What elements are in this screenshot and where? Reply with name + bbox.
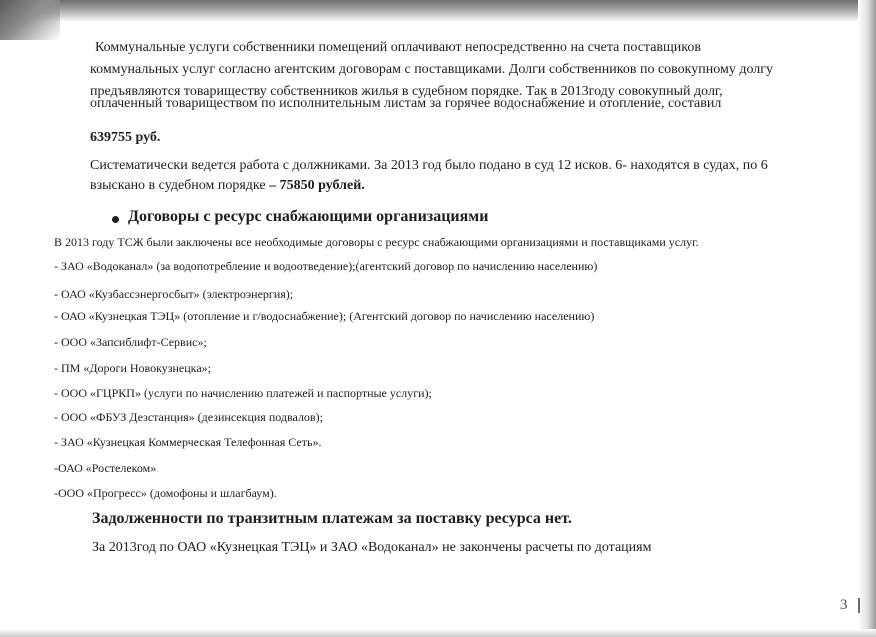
scan-shadow-bottom [0, 629, 876, 637]
contracts-intro: В 2013 году ТСЖ были заключены все необходимые договоры с ресурс снабжающими организациями и поставщиками услуг. [54, 235, 699, 249]
contract-item: - ПМ «Дороги Новокузнецка»; [54, 361, 211, 375]
scan-shadow-right [858, 0, 876, 637]
contract-item: - ООО «ГЦРКП» (услуги по начислению платежей и паспортные услуги); [54, 386, 432, 400]
intro-line-4: оплаченный товариществом по исполнительным листам за горячее водоснабжение и отопление, составил [90, 96, 722, 111]
transit-text: За 2013год по ОАО «Кузнецкая ТЭЦ» и ЗАО «Водоканал» не закончены расчеты по дотациям [92, 540, 652, 555]
intro-line-3: предъявляются товариществу собственников жилья в судебном порядке. Так в 2013году совокупный долг, [90, 84, 723, 99]
contract-item: - ООО «ФБУЗ Дезстанция» (дезинсекция подвалов); [54, 410, 323, 424]
page-number: 3 [840, 597, 848, 613]
contract-item: -ОАО «Ростелеком» [54, 461, 157, 475]
contract-item: - ООО «Запсиблифт-Сервис»; [54, 335, 207, 349]
bullet-icon [112, 216, 119, 223]
contract-item: - ЗАО «Кузнецкая Коммерческая Телефонная Сеть». [54, 435, 322, 449]
transit-heading: Задолженности по транзитным платежам за поставку ресурса нет. [92, 510, 572, 527]
contract-item: - ОАО «Кузнецкая ТЭЦ» (отопление и г/водоснабжение); (Агентский договор по начислению населению) [54, 309, 595, 323]
scan-shadow-top [0, 0, 876, 22]
contracts-heading: Договоры с ресурс снабжающими организациями [128, 208, 489, 225]
intro-line-2: коммунальных услуг согласно агентским договорам с поставщиками. Долги собственников по совокупному долгу [90, 62, 774, 77]
debtors-line-1: Систематически ведется работа с должниками. За 2013 год было подано в суд 12 исков. 6- находятся в судах, по 6 [90, 158, 768, 173]
contract-item: - ЗАО «Водоканал» (за водопотребление и водоотведение);(агентский договор по начислению населению) [54, 259, 598, 273]
debt-amount: 639755 руб. [90, 130, 161, 145]
debtors-line-2 [90, 178, 365, 194]
contract-item: - ОАО «Кузбассэнергосбыт» (электроэнергия); [54, 287, 294, 301]
contract-item: -ООО «Прогресс» (домофоны и шлагбаум). [54, 486, 277, 500]
intro-line-1: Коммунальные услуги собственники помещений оплачивают непосредственно на счета поставщиков [95, 40, 701, 55]
page-edge-mark [858, 598, 860, 613]
debtors-line-2-text: взыскано в судебном порядке [90, 178, 270, 193]
recovered-amount: – 75850 рублей. [269, 178, 365, 193]
